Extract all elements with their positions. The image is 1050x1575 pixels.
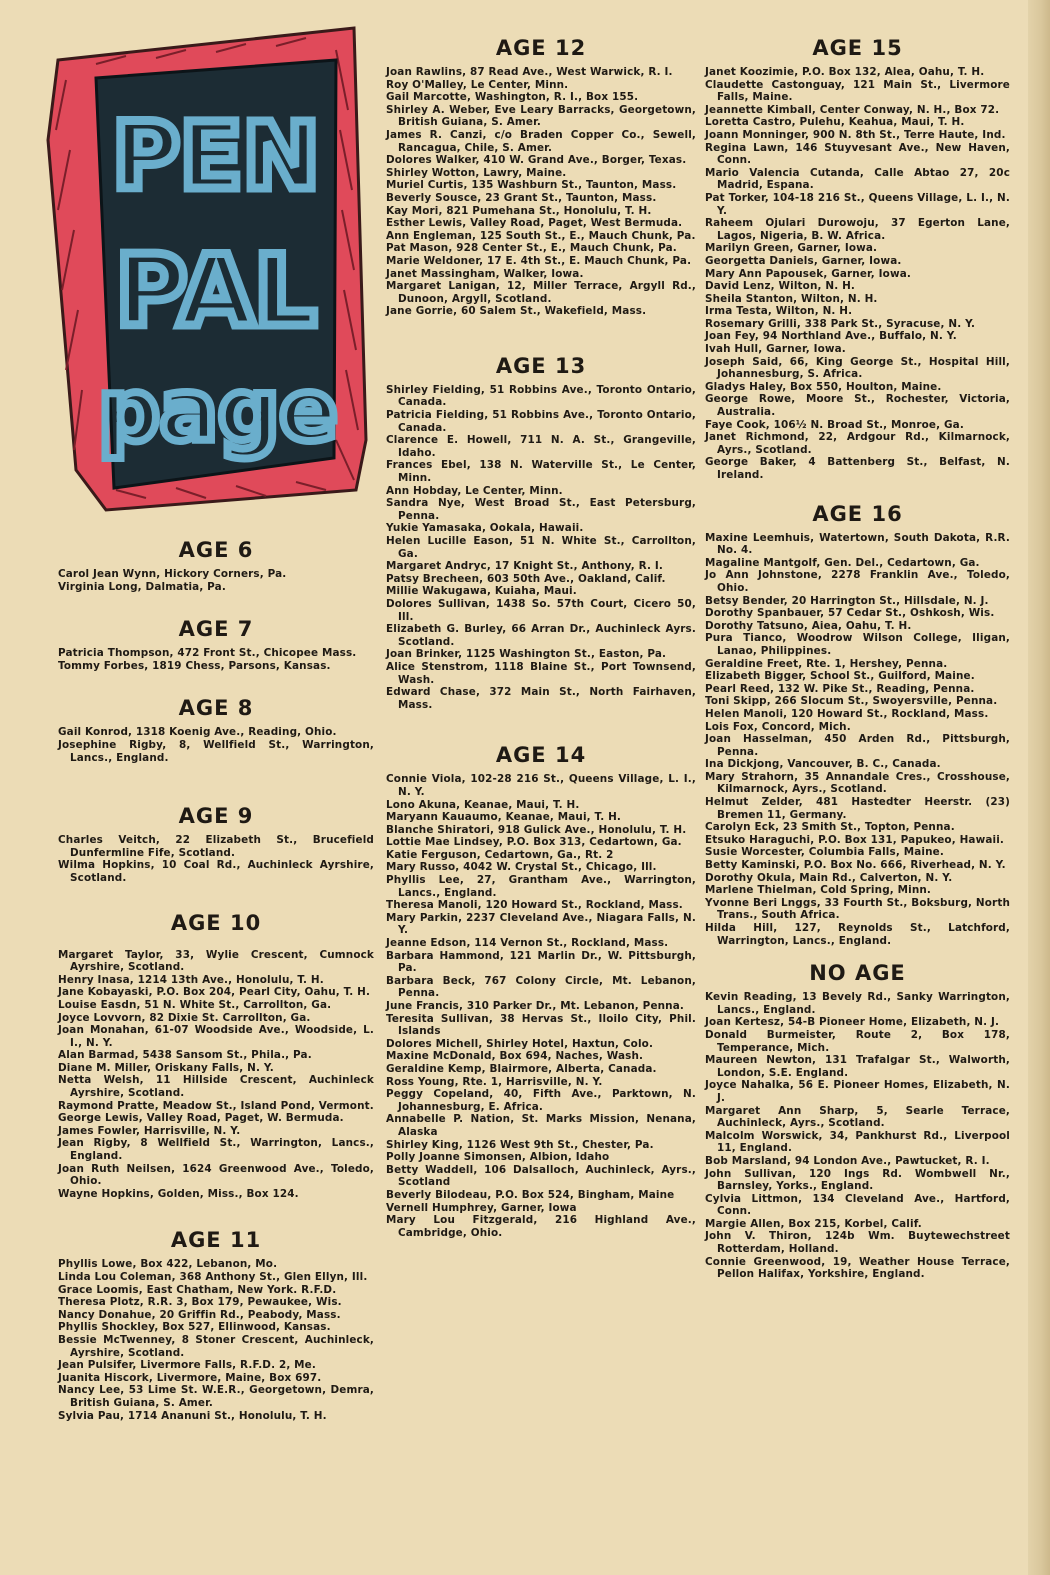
pen-pal-entry: Grace Loomis, East Chatham, New York. R.F.D. [58,1283,337,1296]
logo-line-page: page [98,361,338,461]
pen-pal-entry: Pat Mason, 928 Center St., E., Mauch Chunk, Pa. [386,242,677,255]
pen-pal-entry: Joyce Nahalka, 56 E. Pioneer Homes, Elizabeth, N. J. [705,1079,1010,1104]
pen-pal-entry: Joan Hasselman, 450 Arden Rd., Pittsburgh, Penna. [705,733,1010,758]
section-heading: AGE 12 [495,36,587,60]
pen-pal-entry: Margie Allen, Box 215, Korbel, Calif. [705,1217,922,1230]
entry-list [705,532,1010,948]
section-age-14 [386,743,696,1239]
logo-line-pal: PAL [115,235,317,349]
pen-pal-entry: Janet Koozimie, P.O. Box 132, Alea, Oahu, T. H. [705,66,985,78]
pen-pal-entry: Margaret Lanigan, 12, Miller Terrace, Argyll Rd., Dunoon, Argyll, Scotland. [386,280,696,305]
pen-pal-entry: Joan Monahan, 61-07 Woodside Ave., Woodside, L. I., N. Y. [58,1024,374,1049]
pen-pal-entry: Geraldine Freet, Rte. 1, Hershey, Penna. [705,657,948,670]
pen-pal-entry: Ross Young, Rte. 1, Harrisville, N. Y. [386,1075,603,1088]
pen-pal-entry: Shirley Wotton, Lawry, Maine. [386,166,567,179]
pen-pal-entry: Dolores Sullivan, 1438 So. 57th Court, Cicero 50, Ill. [386,597,696,623]
pen-pal-entry: Connie Viola, 102-28 216 St., Queens Village, L. I., N. Y. [386,773,696,798]
pen-pal-entry: Bob Marsland, 94 London Ave., Pawtucket, R. I. [705,1154,990,1167]
pen-pal-entry: Roy O'Malley, Le Center, Minn. [386,78,569,91]
entry-list [58,568,374,593]
entry-list [705,66,1010,482]
pen-pal-entry: Pura Tianco, Woodrow Wilson College, Iligan, Lanao, Philippines. [705,632,1010,657]
entry-list [386,773,696,1239]
pen-pal-entry: Ann Engleman, 125 South St., E., Mauch Chunk, Pa. [386,229,696,242]
pen-pal-entry: Dorothy Okula, Main Rd., Calverton, N. Y. [705,871,953,884]
pen-pal-page-logo [36,20,374,515]
pen-pal-entry: Dorothy Spanbauer, 57 Cedar St., Oshkosh, Wis. [705,607,995,620]
pen-pal-entry: Raymond Pratte, Meadow St., Island Pond, Vermont. [58,1099,374,1112]
pen-pal-entry: Alan Barmad, 5438 Sansom St., Phila., Pa. [58,1049,312,1062]
pen-pal-entry: Georgetta Daniels, Garner, Iowa. [705,254,902,267]
pen-pal-entry: Jeannette Kimball, Center Conway, N. H., Box 72. [705,103,1000,116]
pen-pal-entry: Netta Welsh, 11 Hillside Crescent, Auchinleck Ayrshire, Scotland. [58,1074,374,1100]
pen-pal-entry: Lois Fox, Concord, Mich. [705,720,851,733]
pen-pal-entry: Marlene Thielman, Cold Spring, Minn. [705,884,932,897]
pen-pal-entry: Wilma Hopkins, 10 Coal Rd., Auchinleck Ayrshire, Scotland. [58,859,374,884]
pen-pal-entry: David Lenz, Wilton, N. H. [705,280,856,293]
pen-pal-entry: Blanche Shiratori, 918 Gulick Ave., Honolulu, T. H. [386,823,687,836]
section-no-age [705,961,1010,1281]
pen-pal-entry: Ina Dickjong, Vancouver, B. C., Canada. [705,758,941,771]
pen-pal-entry: Jane Kobayaski, P.O. Box 204, Pearl City, Oahu, T. H. [58,986,371,999]
pen-pal-entry: Connie Greenwood, 19, Weather House Terrace, Pellon Halifax, Yorkshire, England. [705,1255,1010,1281]
pen-pal-entry: Donald Burmeister, Route 2, Box 178, Temperance, Mich. [705,1028,1010,1054]
pen-pal-entry: Joan Kertesz, 54-B Pioneer Home, Elizabeth, N. J. [705,1016,1000,1029]
pen-pal-entry: Diane M. Miller, Oriskany Falls, N. Y. [58,1061,274,1074]
section-age-12 [386,36,696,318]
entry-list [58,647,374,672]
section-age-6 [58,538,374,593]
pen-pal-entry: Elizabeth G. Burley, 66 Arran Dr., Auchinleck Ayrs. Scotland. [386,623,696,648]
pen-pal-entry: Esther Lewis, Valley Road, Paget, West Bermuda. [386,217,683,230]
pen-pal-entry: Irma Testa, Wilton, N. H. [705,305,853,318]
pen-pal-entry: Patricia Thompson, 472 Front St., Chicopee Mass. [58,647,357,660]
pen-pal-entry: Phyllis Shockley, Box 527, Ellinwood, Kansas. [58,1321,331,1334]
pen-pal-entry: Joan Fey, 94 Northland Ave., Buffalo, N. Y. [705,330,957,343]
column-middle [386,36,696,1245]
pen-pal-entry: Teresita Sullivan, 38 Hervas St., Iloilo City, Phil. Islands [386,1012,696,1038]
pen-pal-entry: Margaret Taylor, 33, Wylie Crescent, Cumnock Ayrshire, Scotland. [58,948,374,974]
pen-pal-entry: Janet Massingham, Walker, Iowa. [386,267,584,280]
section-age-8 [58,696,374,764]
pen-pal-entry: Maxine Leemhuis, Watertown, South Dakota, R.R. No. 4. [705,531,1010,557]
pen-pal-entry: Maryann Kauaumo, Keanae, Maui, T. H. [386,811,622,824]
pen-pal-entry: Henry Inasa, 1214 13th Ave., Honolulu, T. H. [58,973,324,986]
pen-pal-entry: Hilda Hill, 127, Reynolds St., Latchford, Warrington, Lancs., England. [705,922,1010,947]
section-heading: AGE 14 [495,743,587,768]
section-heading: AGE 10 [170,910,262,935]
pen-pal-entry: James Fowler, Harrisville, N. Y. [58,1124,241,1137]
pen-pal-entry: Betsy Bender, 20 Harrington St., Hillsdale, N. J. [705,594,989,607]
pen-pal-entry: Betty Kaminski, P.O. Box No. 666, Riverhead, N. Y. [705,859,1006,872]
pen-pal-entry: Louise Easdn, 51 N. White St., Carrollton, Ga. [58,998,332,1011]
pen-pal-entry: Linda Lou Coleman, 368 Anthony St., Glen Ellyn, Ill. [58,1271,368,1283]
pen-pal-entry: Marie Weldoner, 17 E. 4th St., E. Mauch Chunk, Pa. [386,254,692,267]
pen-pal-entry: Gail Marcotte, Washington, R. I., Box 155. [386,91,639,104]
pen-pal-entry: Phyllis Lowe, Box 422, Lebanon, Mo. [58,1258,278,1271]
pen-pal-entry: Clarence E. Howell, 711 N. A. St., Grangeville, Idaho. [386,434,696,459]
pen-pal-entry: Dolores Michell, Shirley Hotel, Haxtun, Colo. [386,1037,654,1050]
pen-pal-entry: Lottie Mae Lindsey, P.O. Box 313, Cedartown, Ga. [386,836,682,849]
pen-pal-entry: Lono Akuna, Keanae, Maui, T. H. [386,798,580,811]
section-heading: AGE 8 [178,696,254,721]
section-heading: AGE 15 [812,36,903,60]
pen-pal-entry: Shirley Fielding, 51 Robbins Ave., Toronto Ontario, Canada. [386,383,696,409]
section-age-13 [386,354,696,711]
pen-pal-entry: Jeanne Edson, 114 Vernon St., Rockland, Mass. [386,937,669,950]
pen-pal-entry: Millie Wakugawa, Kuiaha, Maui. [386,585,577,598]
pen-pal-entry: Joan Ruth Neilsen, 1624 Greenwood Ave., Toledo, Ohio. [58,1162,374,1188]
entry-list [58,834,374,884]
pen-pal-entry: Maxine McDonald, Box 694, Naches, Wash. [386,1050,644,1063]
section-age-11 [58,1228,374,1422]
pen-pal-entry: Nancy Donahue, 20 Griffin Rd., Peabody, Mass. [58,1308,341,1321]
pen-pal-entry: Joyce Lovvorn, 82 Dixie St. Carrollton, Ga. [58,1011,311,1024]
pen-pal-entry: Mary Strahorn, 35 Annandale Cres., Crosshouse, Kilmarnock, Ayrs., Scotland. [705,770,1010,796]
pen-pal-entry: Kevin Reading, 13 Bevely Rd., Sanky Warrington, Lancs., England. [705,991,1010,1016]
pen-pal-entry: Mary Lou Fitzgerald, 216 Highland Ave., Cambridge, Ohio. [386,1214,696,1239]
section-age-9 [58,804,374,884]
pen-pal-entry: Rosemary Grilli, 338 Park St., Syracuse, N. Y. [705,317,976,330]
pen-pal-entry: Claudette Castonguay, 121 Main St., Livermore Falls, Maine. [705,78,1010,104]
section-age-15 [705,36,1010,482]
pen-pal-entry: Marilyn Green, Garner, Iowa. [705,242,878,255]
section-heading: AGE 7 [178,617,254,642]
pen-pal-entry: Margaret Ann Sharp, 5, Searle Terrace, Auchinleck, Ayrs., Scotland. [705,1104,1010,1130]
pen-pal-entry: Charles Veitch, 22 Elizabeth St., Brucefield Dunfermline Fife, Scotland. [58,834,374,859]
pen-pal-entry: Nancy Lee, 53 Lime St. W.E.R., Georgetown, Demra, British Guiana, S. Amer. [58,1384,374,1409]
pen-pal-entry: Edward Chase, 372 Main St., North Fairhaven, Mass. [386,686,696,711]
pen-pal-entry: Margaret Andryc, 17 Knight St., Anthony, R. I. [386,560,663,573]
pen-pal-entry: Jean Pulsifer, Livermore Falls, R.F.D. 2, Me. [58,1359,316,1372]
entry-list [386,66,696,318]
pen-pal-entry: Katie Ferguson, Cedartown, Ga., Rt. 2 [386,848,614,861]
pen-pal-entry: Shirley King, 1126 West 9th St., Chester, Pa. [386,1138,654,1151]
pen-pal-entry: Toni Skipp, 266 Slocum St., Swoyersville, Penna. [705,695,998,708]
pen-pal-entry: Mary Parkin, 2237 Cleveland Ave., Niagara Falls, N. Y. [386,911,696,937]
section-age-7 [58,617,374,672]
section-heading: AGE 11 [170,1228,262,1253]
column-right [705,36,1010,1287]
pen-pal-entry: Peggy Copeland, 40, Fifth Ave., Parktown, N. Johannesburg, E. Africa. [386,1088,696,1113]
entry-list [386,384,696,711]
pen-pal-entry: Pearl Reed, 132 W. Pike St., Reading, Penna. [705,682,975,695]
section-heading: NO AGE [809,961,906,986]
pen-pal-entry: Jo Ann Johnstone, 2278 Franklin Ave., Toledo, Ohio. [705,569,1010,594]
section-age-10 [58,911,374,1201]
pen-pal-entry: George Baker, 4 Battenberg St., Belfast, N. Ireland. [705,456,1010,481]
section-heading: AGE 16 [812,501,903,526]
pen-pal-entry: Tommy Forbes, 1819 Chess, Parsons, Kansas. [58,659,331,672]
pen-pal-entry: Joann Monninger, 900 N. 8th St., Terre Haute, Ind. [705,128,1006,141]
pen-pal-entry: Vernell Humphrey, Garner, Iowa [386,1201,577,1214]
pen-pal-entry: Virginia Long, Dalmatia, Pa. [58,580,226,593]
pen-pal-entry: James R. Canzi, c/o Braden Copper Co., Sewell, Rancagua, Chile, S. Amer. [386,128,696,154]
pen-pal-entry: Geraldine Kemp, Blairmore, Alberta, Canada. [386,1062,657,1075]
pen-pal-entry: John Sullivan, 120 Ings Rd. Wombwell Nr., Barnsley, Yorks., England. [705,1167,1010,1193]
pen-pal-entry: Wayne Hopkins, Golden, Miss., Box 124. [58,1187,299,1200]
pen-pal-entry: Carolyn Eck, 23 Smith St., Topton, Penna. [705,821,955,834]
pen-pal-entry: George Lewis, Valley Road, Paget, W. Bermuda. [58,1112,344,1125]
pen-pal-entry: Carol Jean Wynn, Hickory Corners, Pa. [58,568,287,580]
pen-pal-entry: Loretta Castro, Pulehu, Keahua, Maui, T. H. [705,116,965,129]
entry-list [58,1258,374,1422]
pen-pal-entry: Joan Brinker, 1125 Washington St., Easton, Pa. [386,648,667,661]
pen-pal-entry: Barbara Beck, 767 Colony Circle, Mt. Lebanon, Penna. [386,974,696,1000]
pen-pal-entry: Regina Lawn, 146 Stuyvesant Ave., New Haven, Conn. [705,141,1010,167]
pen-pal-entry: Jean Rigby, 8 Wellfield St., Warrington, Lancs., England. [58,1137,374,1163]
pen-pal-entry: Polly Joanne Simonsen, Albion, Idaho [386,1151,610,1164]
pen-pal-entry: Sandra Nye, West Broad St., East Petersburg, Penna. [386,497,696,522]
pen-pal-entry: Elizabeth Bigger, School St., Guilford, Maine. [705,670,975,683]
pen-pal-entry: Juanita Hiscork, Livermore, Maine, Box 697. [58,1371,322,1384]
pen-pal-entry: Alice Stenstrom, 1118 Blaine St., Port Townsend, Wash. [386,660,696,686]
pen-pal-entry: George Rowe, Moore St., Rochester, Victoria, Australia. [705,393,1010,419]
pen-pal-entry: Frances Ebel, 138 N. Waterville St., Le Center, Minn. [386,459,696,485]
pen-pal-entry: Pat Torker, 104-18 216 St., Queens Village, L. I., N. Y. [705,191,1010,217]
section-heading: AGE 9 [178,804,254,829]
pen-pal-entry: Magaline Mantgolf, Gen. Del., Cedartown, Ga. [705,556,980,569]
pen-pal-entry: Etsuko Haraguchi, P.O. Box 131, Papukeo, Hawaii. [705,833,1005,846]
pen-pal-entry: Mary Ann Papousek, Garner, Iowa. [705,267,911,280]
pen-pal-entry: Gladys Haley, Box 550, Houlton, Maine. [705,380,942,393]
logo-line-pen: PEN [112,103,320,210]
pen-pal-entry: Joseph Said, 66, King George St., Hospital Hill, Johannesburg, S. Africa. [705,355,1010,381]
pen-pal-entry: Kay Mori, 821 Pumehana St., Honolulu, T. H. [386,204,652,217]
pen-pal-entry: Patsy Brecheen, 603 50th Ave., Oakland, Calif. [386,572,666,585]
pen-pal-entry: Joan Rawlins, 87 Read Ave., West Warwick, R. I. [386,66,673,78]
pen-pal-entry: June Francis, 310 Parker Dr., Mt. Lebanon, Penna. [386,1000,684,1012]
section-heading: AGE 6 [178,538,254,562]
pen-pal-entry: Barbara Hammond, 121 Marlin Dr., W. Pittsburgh, Pa. [386,949,696,975]
pen-pal-entry: Shirley A. Weber, Eve Leary Barracks, Georgetown, British Guiana, S. Amer. [386,103,696,129]
section-heading: AGE 13 [495,353,587,378]
pen-pal-entry: Mario Valencia Cutanda, Calle Abtao 27, 20c Madrid, Espana. [705,166,1010,192]
pen-pal-entry: Theresa Plotz, R.R. 3, Box 179, Pewaukee, Wis. [58,1296,342,1309]
pen-pal-entry: Janet Richmond, 22, Ardgour Rd., Kilmarnock, Ayrs., Scotland. [705,431,1010,456]
pen-pal-entry: Josephine Rigby, 8, Wellfield St., Warrington, Lancs., England. [58,738,374,764]
page-edge [1028,0,1050,1575]
entry-list [705,991,1010,1281]
pen-pal-entry: Bessie McTwenney, 8 Stoner Crescent, Auchinleck, Ayrshire, Scotland. [58,1333,374,1359]
pen-pal-entry: Yukie Yamasaka, Ookala, Hawaii. [386,522,584,535]
pen-pal-entry: Helen Lucille Eason, 51 N. White St., Carrollton, Ga. [386,535,696,560]
pen-pal-entry: Faye Cook, 106½ N. Broad St., Monroe, Ga. [705,418,964,431]
pen-pal-entry: Mary Russo, 4042 W. Crystal St., Chicago, Ill. [386,861,657,874]
pen-pal-entry: Annabelle P. Nation, St. Marks Mission, Nenana, Alaska [386,1113,696,1138]
column-left [58,538,374,1428]
pen-pal-entry: Muriel Curtis, 135 Washburn St., Taunton, Mass. [386,179,677,192]
entry-list [58,726,374,764]
pen-pal-entry: Patricia Fielding, 51 Robbins Ave., Toronto Ontario, Canada. [386,409,696,434]
pen-pal-entry: Sylvia Pau, 1714 Ananuni St., Honolulu, T. H. [58,1409,327,1422]
logo-graphic [36,20,374,515]
pen-pal-entry: Raheem Ojulari Durowoju, 37 Egerton Lane, Lagos, Nigeria, B. W. Africa. [705,217,1010,242]
pen-pal-entry: Ivah Hull, Garner, Iowa. [705,343,846,356]
pen-pal-entry: Beverly Sousce, 23 Grant St., Taunton, Mass. [386,191,657,204]
section-age-16 [705,502,1010,948]
pen-pal-entry: Dolores Walker, 410 W. Grand Ave., Borger, Texas. [386,154,687,167]
pen-pal-entry: Dorothy Tatsuno, Aiea, Oahu, T. H. [705,619,912,632]
pen-pal-entry: John V. Thiron, 124b Wm. Buytewechstreet Rotterdam, Holland. [705,1230,1010,1256]
pen-pal-entry: Phyllis Lee, 27, Grantham Ave., Warrington, Lancs., England. [386,874,696,899]
pen-pal-entry: Ann Hobday, Le Center, Minn. [386,484,563,497]
pen-pal-entry: Betty Waddell, 106 Dalsalloch, Auchinleck, Ayrs., Scotland [386,1163,696,1189]
pen-pal-entry: Sheila Stanton, Wilton, N. H. [705,292,878,305]
entry-list [58,949,374,1201]
pen-pal-entry: Helen Manoli, 120 Howard St., Rockland, Mass. [705,707,989,720]
pen-pal-entry: Helmut Zelder, 481 Hastedter Heerstr. (23) Bremen 11, Germany. [705,796,1010,821]
pen-pal-entry: Beverly Bilodeau, P.O. Box 524, Bingham, Maine [386,1188,675,1201]
pen-pal-entry: Jane Gorrie, 60 Salem St., Wakefield, Mass. [386,305,647,318]
pen-pal-entry: Gail Konrod, 1318 Koenig Ave., Reading, Ohio. [58,726,337,739]
pen-pal-entry: Cylvia Littmon, 134 Cleveland Ave., Hartford, Conn. [705,1192,1010,1218]
pen-pal-entry: Theresa Manoli, 120 Howard St., Rockland, Mass. [386,899,683,912]
pen-pal-entry: Yvonne Beri Lnggs, 33 Fourth St., Boksburg, North Trans., South Africa. [705,896,1010,922]
pen-pal-entry: Susie Worcester, Columbia Falls, Maine. [705,846,944,859]
pen-pal-entry: Maureen Newton, 131 Trafalgar St., Walworth, London, S.E. England. [705,1054,1010,1079]
pen-pal-entry: Malcolm Worswick, 34, Pankhurst Rd., Liverpool 11, England. [705,1129,1010,1155]
